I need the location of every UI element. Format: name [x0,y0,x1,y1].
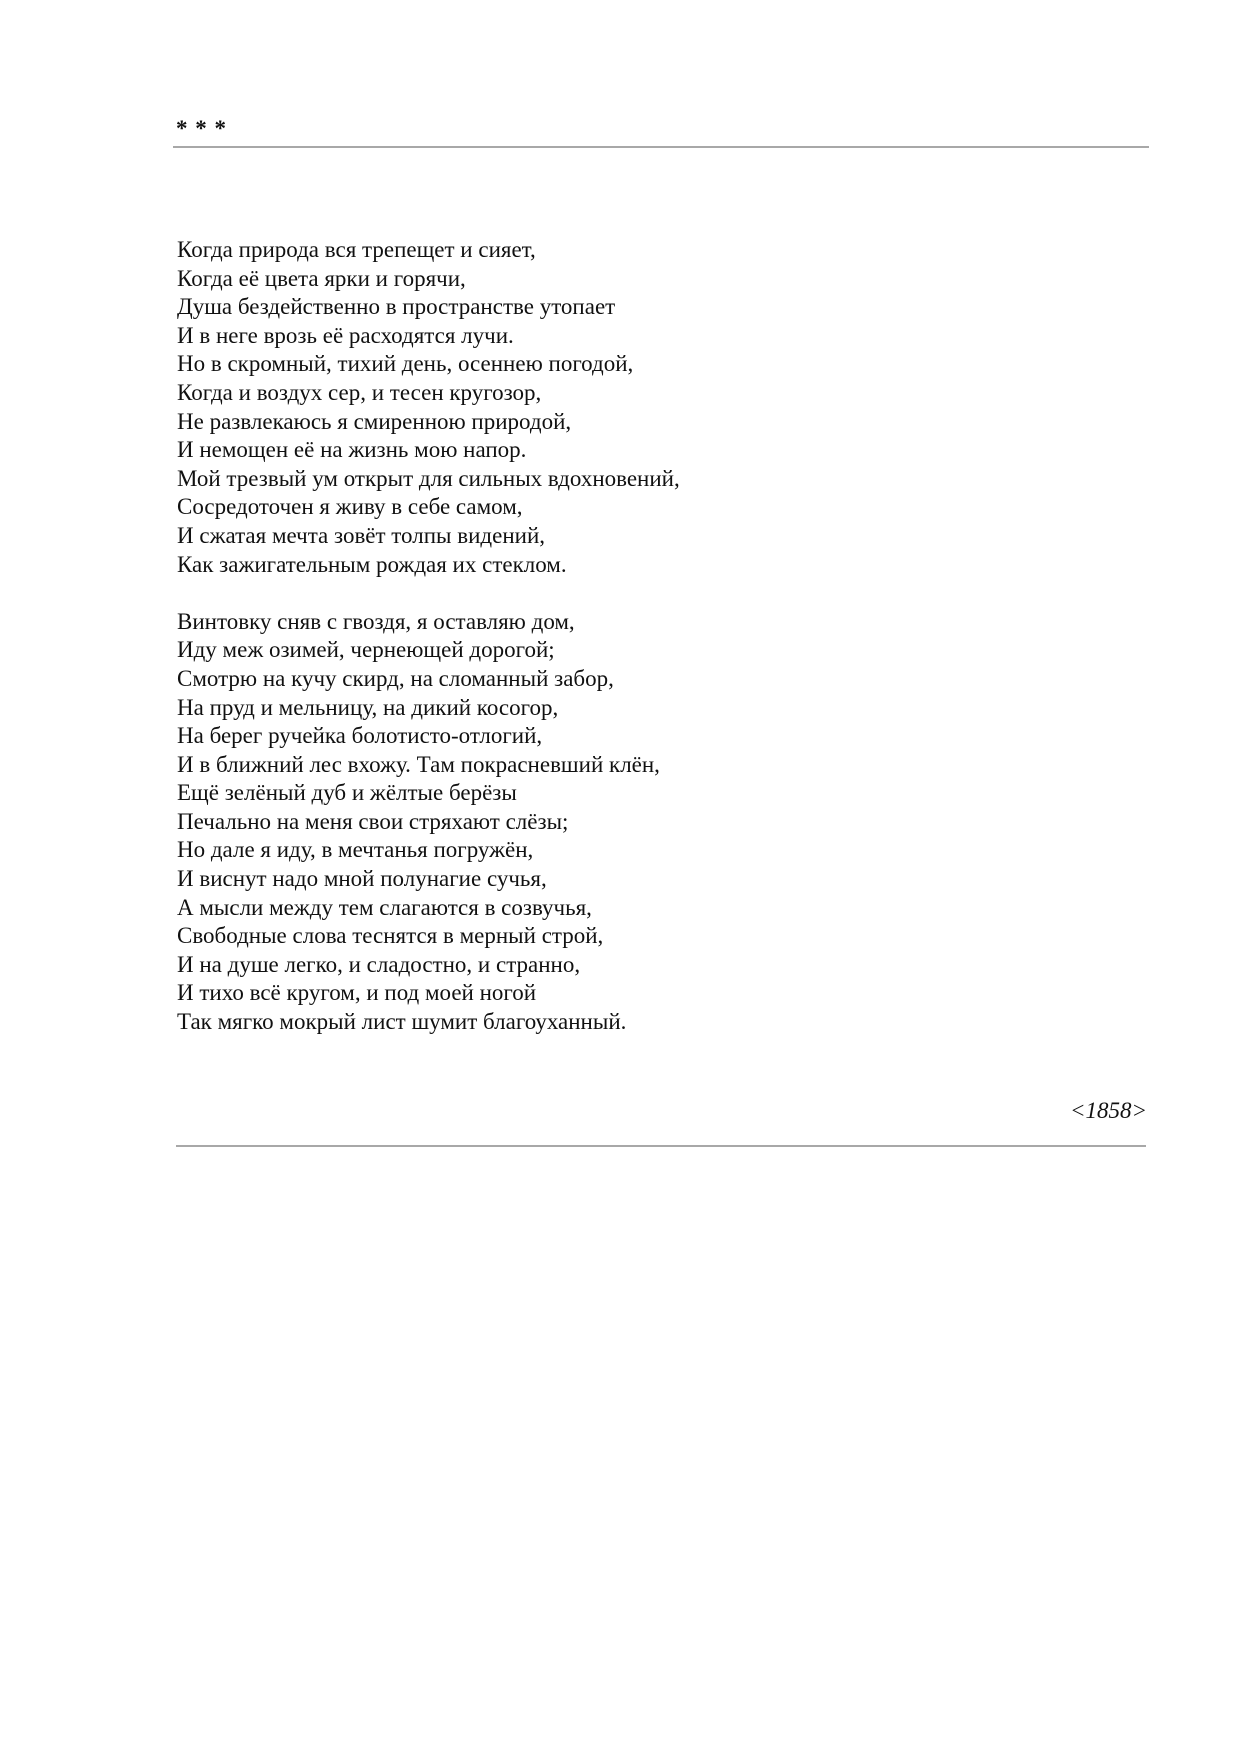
poem-line: Иду меж озимей, чернеющей дорогой; [177,637,555,663]
poem-line: Но дале я иду, в мечтанья погружён, [177,837,534,863]
poem-line: И на душе легко, и сладостно, и странно, [177,951,581,977]
poem-line: Свободные слова теснятся в мерный строй, [177,923,604,949]
bottom-divider [176,1145,1146,1147]
poem-line: И в ближний лес вхожу. Там покрасневший клён, [177,751,660,777]
poem-body [177,236,1077,1037]
poem-line: Душа бездейственно в пространстве утопает [177,294,616,320]
poem-line: Когда и воздух сер, и тесен кругозор, [177,379,542,405]
poem-line: Как зажигательным рождая их стеклом. [177,551,567,577]
poem-line: Сосредоточен я живу в себе самом, [177,494,523,520]
top-divider [173,146,1149,148]
poem-line: Так мягко мокрый лист шумит благоуханный. [177,1009,627,1035]
poem-line: Печально на меня свои стряхают слёзы; [177,808,569,834]
poem-line: И немощен её на жизнь мою напор. [177,437,527,463]
poem-line: Когда её цвета ярки и горячи, [177,265,466,291]
poem-heading: * * * [176,116,227,141]
poem-line: И сжатая мечта зовёт толпы видений, [177,522,545,548]
poem-line: Мой трезвый ум открыт для сильных вдохновений, [177,465,680,491]
poem-line: На берег ручейка болотисто-отлогий, [177,723,543,749]
poem-line: Не развлекаюсь я смиренною природой, [177,408,572,434]
poem-line: Но в скромный, тихий день, осеннею погодой, [177,351,634,377]
poem-line: На пруд и мельницу, на дикий косогор, [177,694,559,720]
poem-line: Когда природа вся трепещет и сияет, [177,237,536,262]
stanza-2 [177,608,1077,1037]
poem-line: И виснут надо мной полунагие сучья, [177,866,547,892]
poem-line: И в неге врозь её расходятся лучи. [177,322,514,348]
stanza-1 [177,236,1077,579]
poem-line: Ещё зелёный дуб и жёлтые берёзы [177,780,517,806]
poem-line: Винтовку сняв с гвоздя, я оставляю дом, [177,608,575,634]
poem-date: <1858> [1069,1098,1147,1123]
poem-line: Смотрю на кучу скирд, на сломанный забор, [177,665,614,691]
poem-line: А мысли между тем слагаются в созвучья, [177,894,592,920]
poem-line: И тихо всё кругом, и под моей ногой [177,980,537,1006]
